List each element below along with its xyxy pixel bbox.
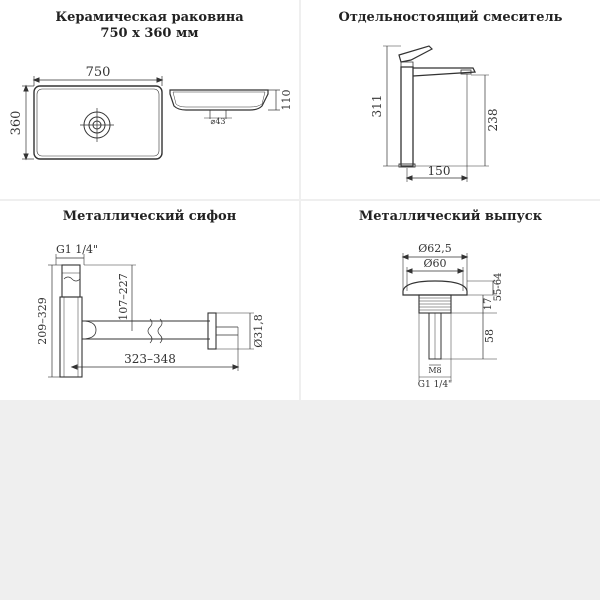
drain-outer-diameter-label: Ø62,5 bbox=[418, 242, 452, 255]
mixer-reach-label: 150 bbox=[427, 164, 451, 178]
siphon-drawing bbox=[0, 201, 299, 400]
siphon-length-label: 323–348 bbox=[124, 352, 176, 366]
drain-17-label: 17 bbox=[483, 297, 494, 311]
mixer-drawing bbox=[301, 0, 600, 199]
panel-mixer bbox=[301, 0, 600, 199]
mixer-title: Отдельностоящий смеситель bbox=[338, 10, 563, 25]
mixer-spout-height-label: 238 bbox=[486, 108, 500, 132]
sink-width-label: 750 bbox=[85, 65, 111, 80]
siphon-diameter-label: Ø31,8 bbox=[252, 314, 265, 348]
sink-drawing bbox=[0, 0, 299, 199]
siphon-wall-flange bbox=[208, 313, 216, 349]
siphon-title: Металлический сифон bbox=[62, 209, 237, 224]
drain-m8-label: M8 bbox=[428, 366, 442, 375]
drain-drawing bbox=[301, 201, 600, 400]
panel-siphon bbox=[0, 201, 299, 400]
sink-title-line2: 750 x 360 мм bbox=[100, 26, 199, 41]
drain-cap bbox=[403, 281, 467, 295]
drain-range-label: 55-64 bbox=[493, 272, 504, 302]
sink-depth-label: 110 bbox=[280, 89, 293, 111]
sink-top-view bbox=[34, 86, 162, 159]
mixer-total-height-label: 311 bbox=[370, 94, 384, 118]
siphon-height-label: 209–329 bbox=[36, 297, 49, 345]
siphon-drop-label: 107–227 bbox=[117, 273, 130, 321]
sink-height-label: 360 bbox=[9, 110, 24, 136]
siphon-thread-label: G1 1/4" bbox=[56, 243, 99, 256]
empty-background-area bbox=[0, 400, 600, 600]
sink-drain-label: ⌀43 bbox=[210, 117, 226, 126]
panel-drain bbox=[301, 201, 600, 400]
drain-inner-diameter-label: Ø60 bbox=[423, 257, 447, 270]
drain-58-label: 58 bbox=[483, 329, 496, 343]
mixer-body bbox=[401, 67, 413, 166]
drain-thread-label: G1 1/4" bbox=[417, 380, 453, 390]
siphon-outlet-pipe bbox=[82, 321, 210, 339]
siphon-bottle bbox=[60, 297, 82, 377]
panel-ceramic-sink bbox=[0, 0, 299, 199]
sink-inner-bowl bbox=[37, 89, 159, 156]
drain-title: Металлический выпуск bbox=[358, 209, 543, 224]
sink-title-line1: Керамическая раковина bbox=[55, 10, 244, 25]
mixer-spout bbox=[413, 68, 475, 76]
mixer-handle bbox=[399, 46, 432, 62]
